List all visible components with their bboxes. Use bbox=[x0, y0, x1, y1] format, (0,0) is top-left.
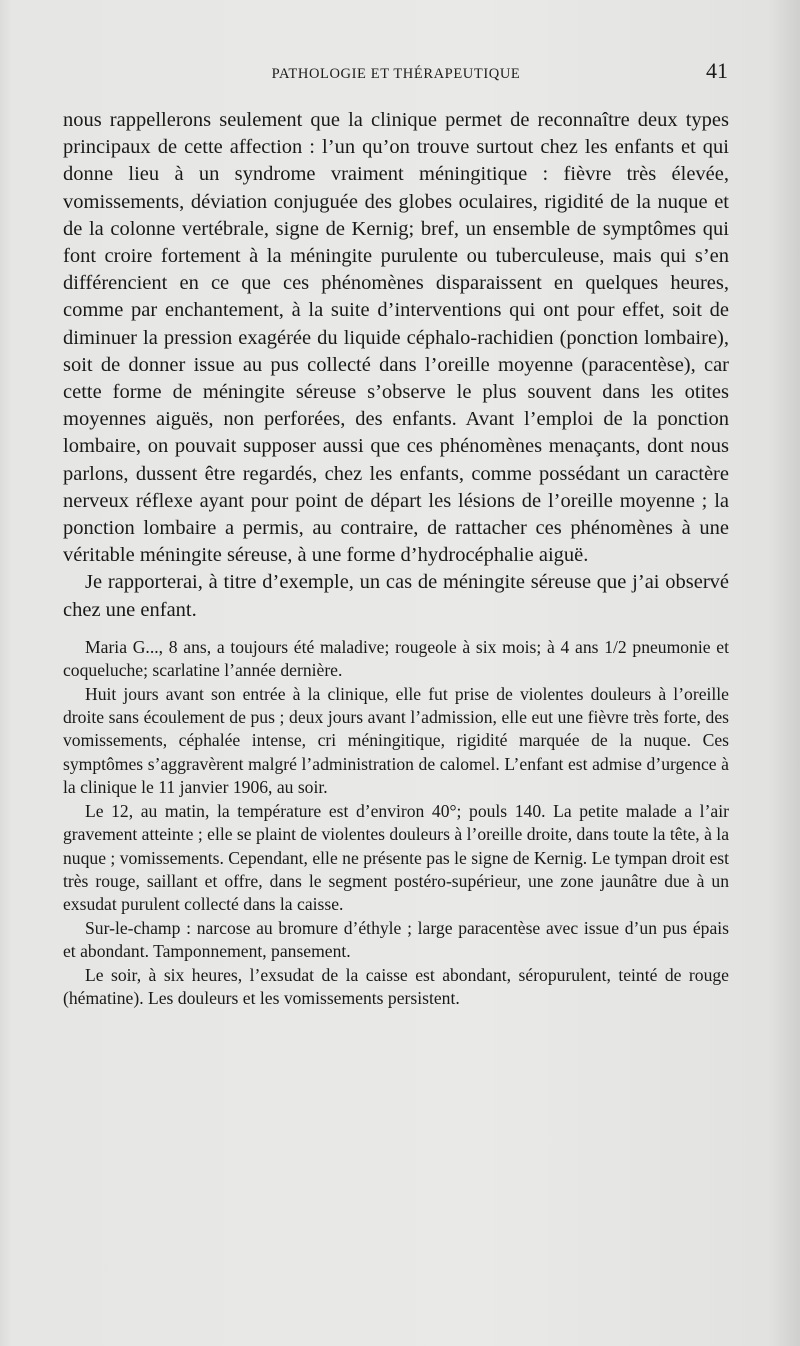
paragraph-case-intro: Je rapporterai, à titre d’exemple, un cas de méningite séreuse que j’ai observé chez une enfant. bbox=[63, 571, 729, 621]
body-text bbox=[63, 107, 729, 1010]
page-header bbox=[62, 58, 730, 90]
case-paragraph-treatment: Sur-le-champ : narcose au bromure d’éthyle ; large paracentèse avec issue d’un pus épais et abondant. Tamponnement, pansement. bbox=[63, 917, 729, 962]
case-paragraph-evening: Le soir, à six heures, l’exsudat de la caisse est abondant, séropurulent, teinté de rouge (hématine). Les douleurs et les vomissements persistent. bbox=[63, 964, 729, 1008]
case-paragraph-onset: Huit jours avant son entrée à la clinique, elle fut prise de violentes douleurs à l’oreille droite sans écoulement de pus ; deux jours avant l’admission, elle eut une fièvre très forte, des vomissements, céphalée intense, cri méningitique, rigidité marquée de la nuque. Ces symptômes s’aggravèrent malgré l’administration de calomel. L’enfant est admise d’urgence à la clinique le 11 janvier 1906, au soir. bbox=[63, 683, 729, 798]
paragraph-introduction: nous rappellerons seulement que la clinique permet de reconnaître deux types principaux de cette affection : l’un qu’on trouve surtout chez les enfants et qui donne lieu à un syndrome vraiment méningitique : fièvre très élevée, vomissements, déviation conjuguée des globes oculaires, rigidité de la nuque et de la colonne vertébrale, signe de Kernig; bref, un ensemble de symptômes qui font croire fortement à la méningite purulente ou tuberculeuse, mais qui s’en différencient en ce que ces phénomènes disparaissent en quelques heures, comme par enchantement, à la suite d’interventions qui ont pour effet, soit de diminuer la pression exagérée du liquide céphalo-rachidien (ponction lombaire), soit de donner issue au pus collecté dans l’oreille moyenne (paracentèse), car cette forme de méningite séreuse s’observe le plus souvent dans les otites moyennes aiguës, non perforées, des enfants. Avant l’emploi de la ponction lombaire, on pouvait supposer aussi que ces phénomènes menaçants, dont nous parlons, dussent être regardés, chez les enfants, comme possédant un caractère nerveux réflexe ayant pour point de départ les lésions de l’oreille moyenne ; la ponction lombaire a permis, au contraire, de rattacher ces phénomènes à une véritable méningite séreuse, à une forme d’hydrocéphalie aiguë. bbox=[63, 109, 729, 567]
case-paragraph-history: Maria G..., 8 ans, a toujours été maladive; rougeole à six mois; à 4 ans 1/2 pneumonie et coqueluche; scarlatine l’année dernière. bbox=[63, 636, 729, 681]
case-paragraph-examination: Le 12, au matin, la température est d’environ 40°; pouls 140. La petite malade a l’air gravement atteinte ; elle se plaint de violentes douleurs à l’oreille droite, dans toute la tête, à la nuque ; vomissements. Cependant, elle ne présente pas le signe de Kernig. Le tympan droit est très rouge, saillant et offre, dans le segment postéro-supérieur, une zone jaunâtre due à un exsudat purulent collecté dans la caisse. bbox=[63, 800, 729, 915]
page-number: 41 bbox=[706, 58, 728, 83]
section-gap bbox=[63, 624, 729, 636]
running-head: PATHOLOGIE ET THÉRAPEUTIQUE bbox=[271, 66, 521, 82]
